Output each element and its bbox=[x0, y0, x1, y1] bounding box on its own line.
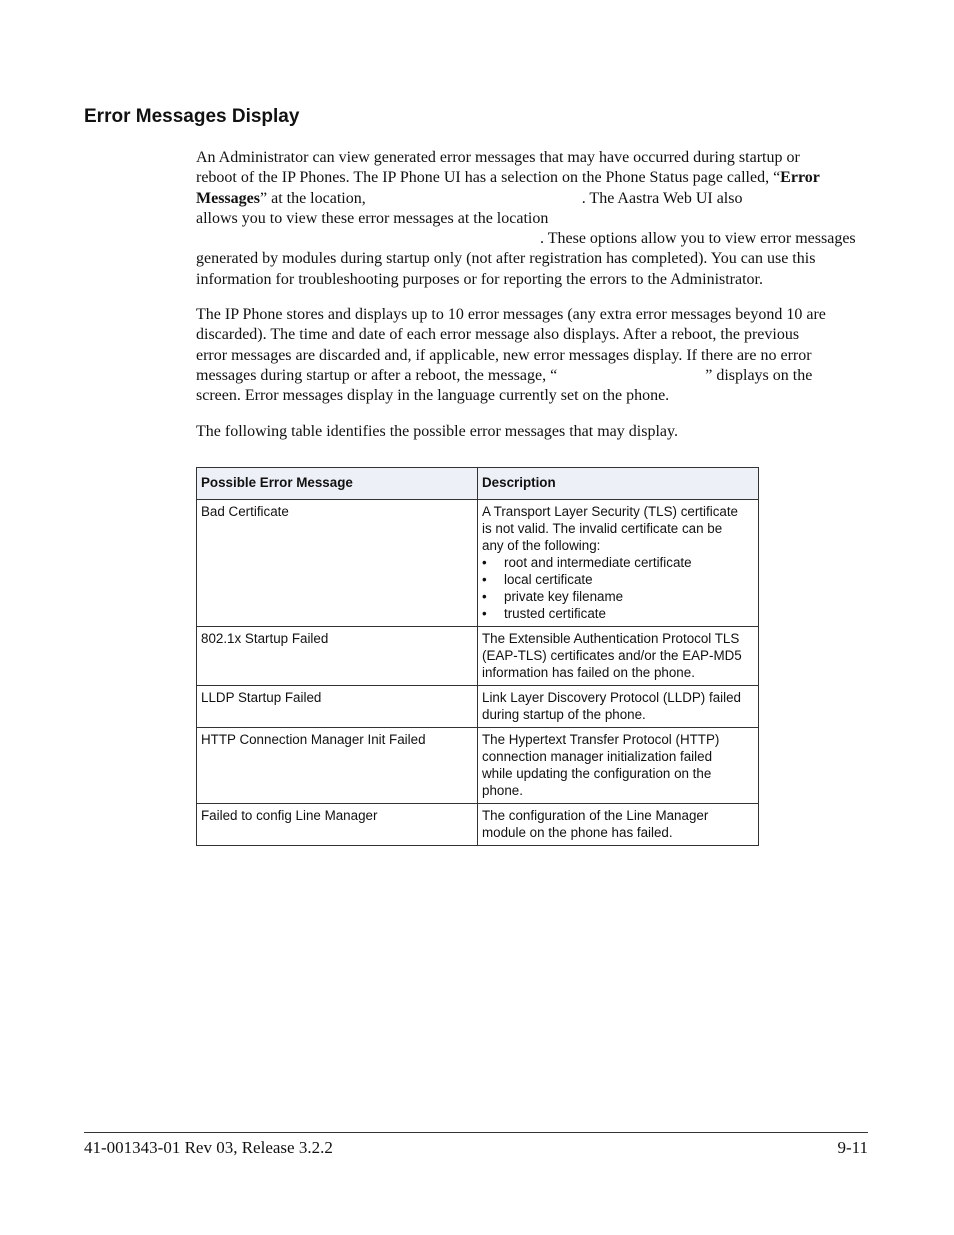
para1-line: reboot of the IP Phones. The IP Phone UI has a selection on the Phone Status page called, “ bbox=[196, 169, 781, 187]
para3-line: The following table identifies the possible error messages that may display. bbox=[196, 423, 678, 440]
para1-line: An Administrator can view generated error messages that may have occurred during startup or bbox=[196, 149, 800, 166]
table-row bbox=[197, 500, 759, 627]
para1-line: ” at the location, bbox=[259, 189, 366, 207]
description-line: phone. bbox=[482, 783, 523, 798]
error-message-cell: 802.1x Startup Failed bbox=[197, 627, 478, 686]
list-item: • trusted certificate bbox=[482, 606, 606, 621]
description-line: (EAP-TLS) certificates and/or the EAP-MD5 bbox=[482, 648, 742, 663]
para2-line: ” displays on the bbox=[705, 366, 813, 384]
error-message-cell: Bad Certificate bbox=[197, 500, 478, 627]
intro-paragraph bbox=[196, 148, 868, 290]
table-row bbox=[197, 728, 759, 804]
error-message-cell: Failed to config Line Manager bbox=[197, 804, 478, 846]
para1-line: . The Aastra Web UI also bbox=[581, 189, 743, 207]
table-intro-paragraph bbox=[196, 422, 868, 442]
table-row bbox=[197, 686, 759, 728]
description-cell bbox=[478, 627, 759, 686]
description-line: A Transport Layer Security (TLS) certificate bbox=[482, 504, 739, 519]
list-item-text: root and intermediate certificate bbox=[504, 555, 692, 570]
para1-line: information for troubleshooting purposes or for reporting the errors to the Administrator. bbox=[196, 270, 763, 288]
para2-line: screen. Error messages display in the language currently set on the phone. bbox=[196, 387, 670, 405]
description-line: The Extensible Authentication Protocol TLS bbox=[482, 631, 740, 646]
list-item: • local certificate bbox=[482, 572, 593, 587]
description-cell bbox=[478, 728, 759, 804]
para1-line: generated by modules during startup only (not after registration has completed). You can use this bbox=[196, 250, 816, 268]
description-line: The configuration of the Line Manager bbox=[482, 808, 709, 823]
section-heading: Error Messages Display bbox=[84, 106, 300, 127]
description-line: The Hypertext Transfer Protocol (HTTP) bbox=[482, 732, 720, 747]
table-header-row bbox=[197, 468, 759, 500]
para1-line: allows you to view these error messages at the location bbox=[196, 209, 549, 227]
description-line: module on the phone has failed. bbox=[482, 825, 673, 840]
para2-line: discarded). The time and date of each error message also displays. After a reboot, the previous bbox=[196, 326, 800, 344]
para1-line: . These options allow you to view error messages bbox=[540, 230, 856, 248]
description-line: connection manager initialization failed bbox=[482, 749, 713, 764]
error-term-bold: Error bbox=[780, 169, 820, 187]
description-line: any of the following: bbox=[482, 538, 601, 553]
para2-line: messages during startup or after a reboot, the message, “ bbox=[196, 366, 558, 384]
footer-document-id: 41-001343-01 Rev 03, Release 3.2.2 bbox=[84, 1138, 333, 1157]
list-item-text: local certificate bbox=[504, 572, 593, 587]
para2-line: error messages are discarded and, if applicable, new error messages display. If there are no error bbox=[196, 346, 812, 364]
description-cell bbox=[478, 804, 759, 846]
description-line: while updating the configuration on the bbox=[482, 766, 712, 781]
column-header: Description bbox=[478, 468, 759, 500]
list-item: • private key filename bbox=[482, 589, 624, 604]
table-row bbox=[197, 627, 759, 686]
list-item-text: trusted certificate bbox=[504, 606, 606, 621]
para2-line: The IP Phone stores and displays up to 10 error messages (any extra error messages beyond 10 are bbox=[196, 306, 826, 323]
description-cell bbox=[478, 500, 759, 627]
description-line: is not valid. The invalid certificate can be bbox=[482, 521, 723, 536]
description-line: during startup of the phone. bbox=[482, 707, 646, 722]
error-message-cell: HTTP Connection Manager Init Failed bbox=[197, 728, 478, 804]
messages-term-bold: Messages bbox=[196, 189, 260, 207]
certificate-list bbox=[482, 554, 754, 622]
description-line: information has failed on the phone. bbox=[482, 665, 695, 680]
footer-page-number: 9-11 bbox=[837, 1138, 868, 1157]
error-messages-table bbox=[196, 467, 759, 846]
column-header: Possible Error Message bbox=[197, 468, 478, 500]
description-cell bbox=[478, 686, 759, 728]
list-item-text: private key filename bbox=[504, 589, 624, 604]
description-line: Link Layer Discovery Protocol (LLDP) failed bbox=[482, 690, 741, 705]
table-row bbox=[197, 804, 759, 846]
error-message-cell: LLDP Startup Failed bbox=[197, 686, 478, 728]
footer-divider bbox=[84, 1132, 868, 1133]
list-item: • root and intermediate certificate bbox=[482, 555, 692, 570]
storage-paragraph bbox=[196, 305, 868, 406]
